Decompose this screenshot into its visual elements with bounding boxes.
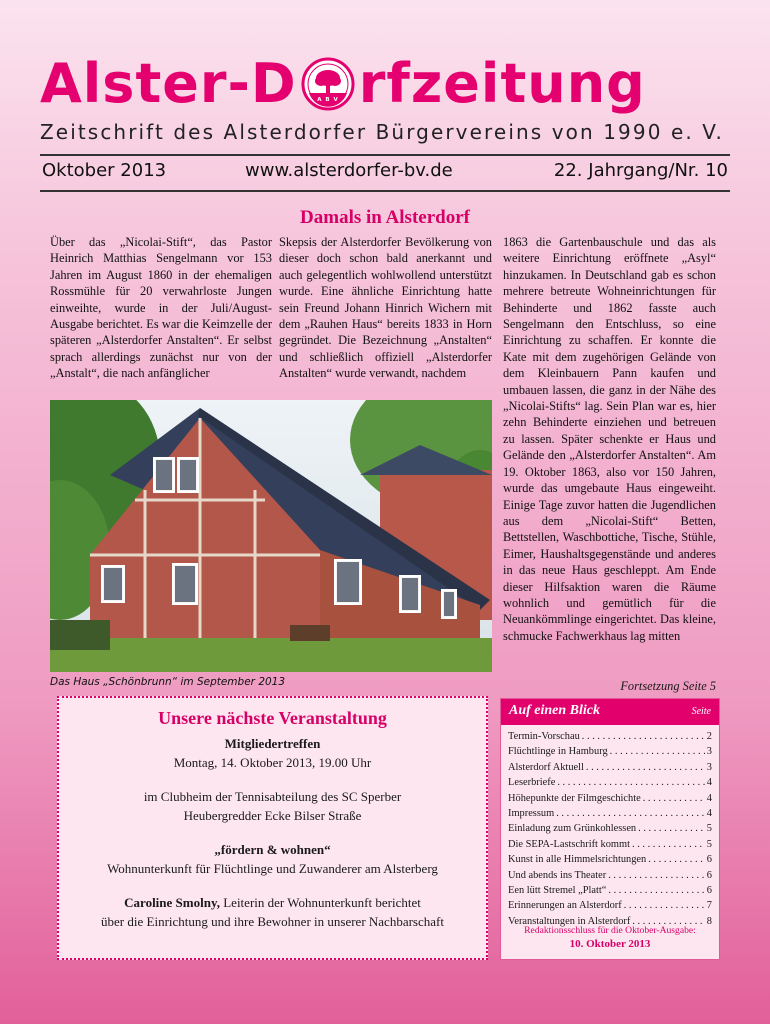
contents-item-label: Een lütt Stremel „Platt“ bbox=[508, 885, 607, 897]
article-column-1: Über das „Nicolai-Stift“, das Pastor Heinrich Matthias Sengelmann vor 153 Jahren im August 1860 in der ehemaligen Rossmühle für 20 verwahrloste Jungen einweihte, wurde in der Juli/August-Ausgabe berichtet. Es war die Keimzelle der späteren „Alsterdorfer Anstalten“. Er selbst sprach allerdings zunächst nur von der „Anstalt“, die nach anfänglicher bbox=[50, 235, 272, 381]
contents-item-label: Höhepunkte der Filmgeschichte bbox=[508, 792, 641, 804]
contents-item-page: 8 bbox=[706, 915, 712, 927]
contents-item-leader bbox=[632, 837, 705, 852]
contents-header bbox=[501, 699, 719, 725]
contents-item[interactable] bbox=[508, 760, 712, 775]
contents-item[interactable] bbox=[508, 744, 712, 759]
article-headline: Damals in Alsterdorf bbox=[300, 207, 470, 228]
contents-item-leader bbox=[610, 744, 705, 759]
article-column-2: Skepsis der Alsterdorfer Bevölkerung von dieser doch schon bald anerkannt und auch gelegentlich wohlwollend unterstützt wurde. Eine ähnliche Einrichtung hatte sein Freund Johann Hinrich Wichern mit dem „Rauhen Haus“ bereits 1833 in Horn gegründet. Die Bezeichnung „Anstalten“ und schließlich offiziell „Alsterdorfer Anstalten“ wurde verwandt, nachdem bbox=[279, 235, 492, 381]
masthead-title-right: rfzeitung bbox=[358, 52, 646, 115]
deadline-date: 10. Oktober 2013 bbox=[569, 938, 651, 950]
contents-item-label: Impressum bbox=[508, 808, 555, 820]
event-speaker bbox=[59, 895, 486, 911]
event-speaker-line-2: über die Einrichtung und ihre Bewohner in unserer Nachbarschaft bbox=[101, 914, 444, 929]
contents-item-label: Einladung zum Grünkohlessen bbox=[508, 823, 637, 835]
event-box bbox=[57, 696, 488, 960]
contents-item-label: Erinnerungen an Alsterdorf bbox=[508, 900, 622, 912]
contents-item-page: 5 bbox=[706, 823, 712, 835]
contents-item-label: Die SEPA-Lastschrift kommt bbox=[508, 838, 630, 850]
contents-item-label: Flüchtlinge in Hamburg bbox=[508, 746, 608, 758]
contents-item-label: Termin-Vorschau bbox=[508, 731, 580, 742]
contents-item-label: Alsterdorf Aktuell bbox=[508, 761, 584, 773]
issue-number: 22. Jahrgang/Nr. 10 bbox=[553, 160, 728, 181]
contents-item-label: Leserbriefe bbox=[508, 777, 556, 789]
event-topic: „fördern & wohnen“ bbox=[214, 842, 331, 857]
contents-item-page: 7 bbox=[706, 900, 712, 912]
continued-note: Fortsetzung Seite 5 bbox=[620, 679, 716, 693]
contents-title: Auf einen Blick bbox=[509, 703, 601, 718]
event-venue-line-2: Heubergredder Ecke Bilser Straße bbox=[183, 808, 362, 823]
contents-item-leader bbox=[557, 775, 704, 790]
house-photo bbox=[50, 400, 492, 672]
issue-info-row bbox=[42, 160, 732, 188]
contents-item-page: 4 bbox=[706, 777, 712, 789]
speaker-name: Caroline Smolny, bbox=[124, 895, 220, 910]
event-topic-detail: Wohnunterkunft für Flüchtlinge und Zuwanderer am Alsterberg bbox=[107, 861, 438, 876]
website-link[interactable]: www.alsterdorfer-bv.de bbox=[245, 160, 453, 181]
contents-item-page: 4 bbox=[706, 808, 712, 820]
contents-item-leader bbox=[582, 729, 705, 744]
abv-seal-logo bbox=[301, 57, 355, 111]
event-date: Montag, 14. Oktober 2013, 19.00 Uhr bbox=[173, 755, 372, 770]
contents-item-page: 6 bbox=[706, 869, 712, 881]
masthead-title bbox=[40, 52, 740, 116]
masthead-subtitle: Zeitschrift des Alsterdorfer Bürgervereins von 1990 e. V. bbox=[40, 120, 724, 144]
contents-list bbox=[508, 729, 712, 929]
masthead-title-left: Alster-D bbox=[40, 52, 297, 115]
contents-item-label: Und abends ins Theater bbox=[508, 869, 607, 881]
contents-item-leader bbox=[556, 806, 705, 821]
event-title: Unsere nächste Veranstaltung bbox=[158, 708, 387, 728]
speaker-role: Leiterin der Wohnunterkunft berichtet bbox=[219, 895, 421, 910]
contents-item[interactable] bbox=[508, 775, 712, 790]
top-rule bbox=[40, 154, 730, 156]
seal-text: A B V bbox=[316, 97, 339, 103]
contents-item[interactable] bbox=[508, 806, 712, 821]
contents-item-label: Veranstaltungen in Alsterdorf bbox=[508, 915, 631, 927]
contents-item[interactable] bbox=[508, 868, 712, 883]
contents-item[interactable] bbox=[508, 852, 712, 867]
contents-item-page: 6 bbox=[706, 854, 712, 866]
contents-item-page: 4 bbox=[706, 792, 712, 804]
contents-item-label: Kunst in alle Himmelsrichtungen bbox=[508, 854, 647, 866]
contents-item-leader bbox=[638, 821, 705, 836]
contents-item[interactable] bbox=[508, 729, 712, 744]
contents-item[interactable] bbox=[508, 821, 712, 836]
contents-item-page: 3 bbox=[706, 761, 712, 773]
contents-item[interactable] bbox=[508, 837, 712, 852]
contents-item-leader bbox=[624, 898, 705, 913]
contents-page-header: Seite bbox=[691, 706, 711, 717]
contents-item[interactable] bbox=[508, 883, 712, 898]
article-column-3: 1863 die Gartenbauschule und das als weitere Einrichtung eröffnete „Asyl“ hinzukamen. In Deutschland gab es schon mehrere betreute Wohneinrichtungen für Behinderte und 1862 fasste auch Sengelmann den Entschluss, so eine Einrichtung zu schaffen. Er konnte die Kate mit dem zugehörigen Gelände von dem Kleinbauern Pann kaufen und umbauen lassen, die ganz in der Nähe des „Nicolai-Stifts“ lag. Sein Plan war es, hier zehn Behinderte einziehen und betreuen zu lassen. Später schenkte er Haus und Gelände den „Alsterdorfer Anstalten“. Am 19. Oktober 1863, also vor 150 Jahren, wurde das umgebaute Haus eingeweiht. Einige Tage zuvor hatten die Jugendlichen aus dem „Nicolai-Stift“ Betten, Bettstellen, Waschbottiche, Tische, Stühle, Eimer, Haushaltsgegenstände und anderes in das neue Haus geschleppt. Am Ende dieser Hilfsaktion waren die Räume wohnlich und gemütlich für die Neuankömmlinge eingerichtet. Das kleine, schmucke Fachwerkhaus lag mitten bbox=[503, 235, 716, 643]
event-venue-line-1: im Clubheim der Tennisabteilung des SC Sperber bbox=[143, 789, 402, 804]
contents-item-leader bbox=[643, 791, 705, 806]
contents-item[interactable] bbox=[508, 791, 712, 806]
contents-item-page: 5 bbox=[706, 838, 712, 850]
contents-item-leader bbox=[608, 883, 704, 898]
bottom-rule bbox=[40, 190, 730, 192]
contents-item-page: 2 bbox=[706, 731, 712, 742]
deadline-label: Redaktionsschluss für die Oktober-Ausgabe: bbox=[524, 925, 696, 936]
contents-item-page: 3 bbox=[706, 746, 712, 758]
contents-item-leader bbox=[608, 868, 705, 883]
photo-caption: Das Haus „Schönbrunn“ im September 2013 bbox=[50, 676, 286, 688]
contents-item[interactable] bbox=[508, 898, 712, 913]
contents-item-page: 6 bbox=[706, 885, 712, 897]
contents-item-leader bbox=[648, 852, 705, 867]
issue-date: Oktober 2013 bbox=[42, 160, 167, 181]
contents-item-leader bbox=[586, 760, 705, 775]
contents-box bbox=[500, 698, 720, 960]
event-subtitle: Mitgliedertreffen bbox=[224, 736, 321, 751]
